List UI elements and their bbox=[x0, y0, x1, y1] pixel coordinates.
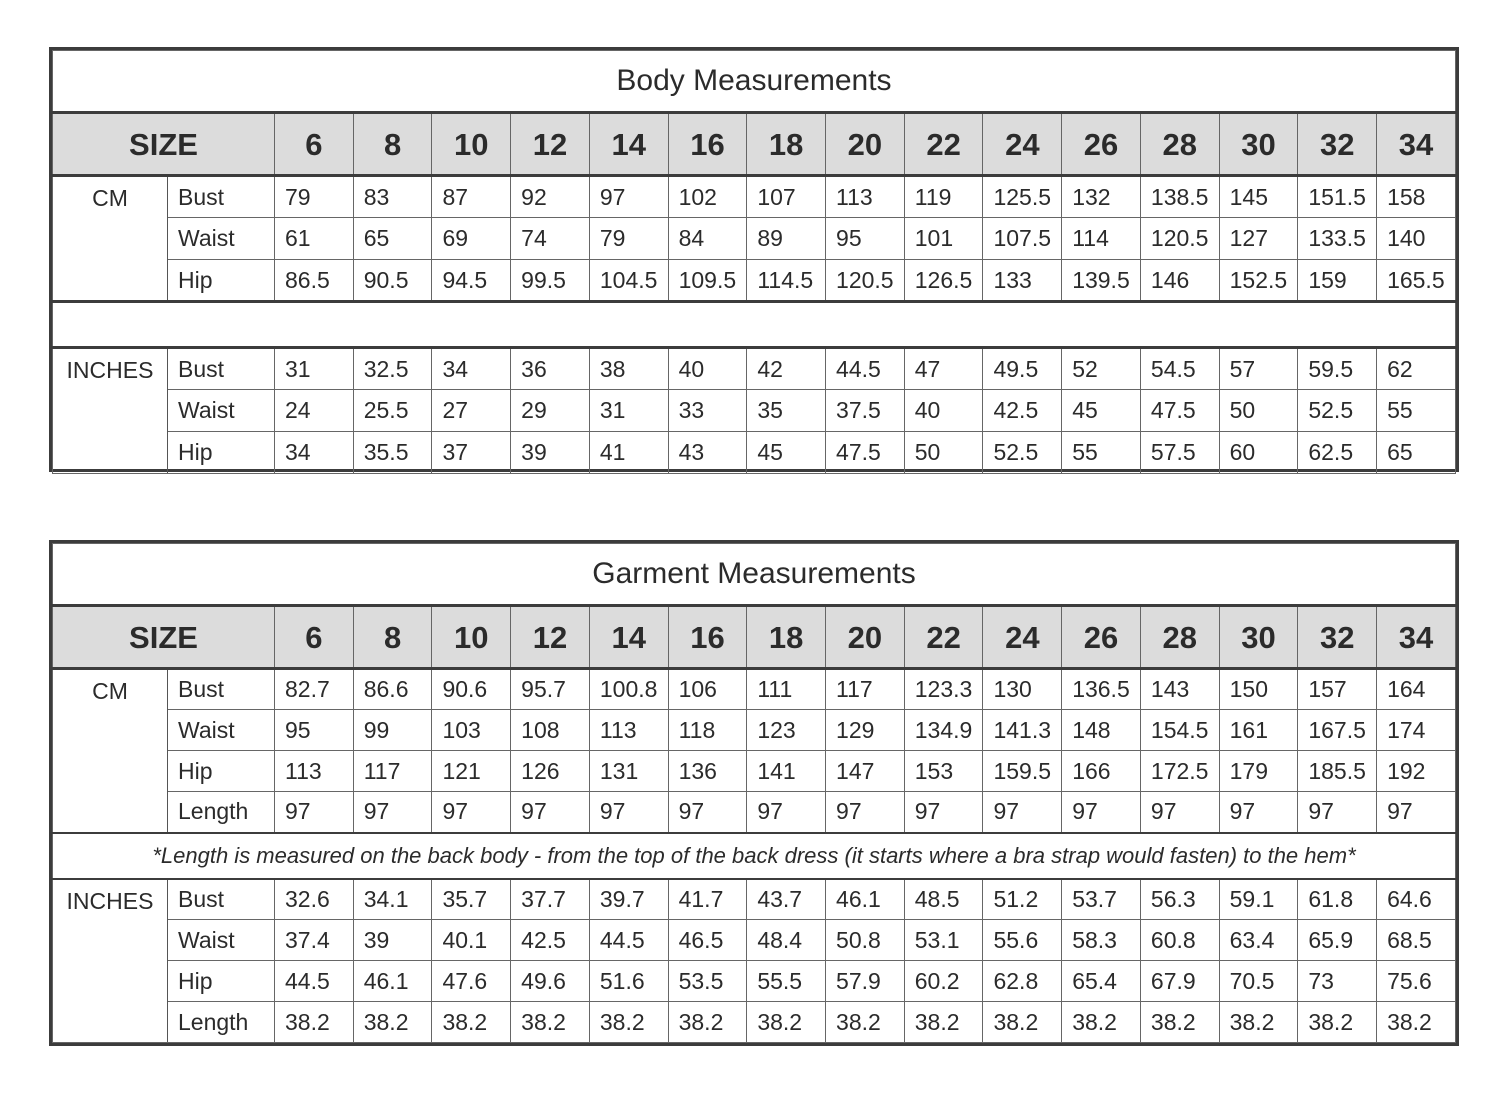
measure-value: 97 bbox=[1377, 792, 1456, 833]
measure-value: 97 bbox=[511, 792, 590, 833]
measure-value: 51.2 bbox=[983, 879, 1062, 920]
measure-value: 61 bbox=[275, 218, 354, 260]
measure-value: 70.5 bbox=[1219, 961, 1298, 1002]
measure-value: 64.6 bbox=[1377, 879, 1456, 920]
measure-label: Hip bbox=[168, 751, 275, 792]
size-header: 34 bbox=[1377, 606, 1456, 669]
measure-value: 108 bbox=[511, 710, 590, 751]
measure-value: 165.5 bbox=[1377, 260, 1456, 302]
measure-value: 39 bbox=[511, 432, 590, 474]
size-header: 6 bbox=[275, 606, 354, 669]
measure-value: 138.5 bbox=[1140, 176, 1219, 218]
table-row bbox=[53, 669, 1456, 710]
measure-value: 97 bbox=[826, 792, 905, 833]
measure-value: 95 bbox=[826, 218, 905, 260]
measure-value: 46.5 bbox=[668, 920, 747, 961]
separator-row bbox=[53, 302, 1456, 348]
measure-value: 32.6 bbox=[275, 879, 354, 920]
measure-value: 172.5 bbox=[1140, 751, 1219, 792]
measure-value: 90.6 bbox=[432, 669, 511, 710]
measure-value: 54.5 bbox=[1140, 348, 1219, 390]
measure-value: 167.5 bbox=[1298, 710, 1377, 751]
measure-value: 41.7 bbox=[668, 879, 747, 920]
measure-value: 120.5 bbox=[826, 260, 905, 302]
measure-value: 125.5 bbox=[983, 176, 1062, 218]
measure-value: 147 bbox=[826, 751, 905, 792]
measure-value: 185.5 bbox=[1298, 751, 1377, 792]
measure-value: 159 bbox=[1298, 260, 1377, 302]
measure-value: 59.1 bbox=[1219, 879, 1298, 920]
measure-value: 37.4 bbox=[275, 920, 354, 961]
measure-label: Bust bbox=[168, 176, 275, 218]
measure-value: 79 bbox=[275, 176, 354, 218]
garment-title: Garment Measurements bbox=[53, 544, 1456, 606]
body-title: Body Measurements bbox=[53, 51, 1456, 113]
measure-value: 47.5 bbox=[826, 432, 905, 474]
measure-value: 65.4 bbox=[1062, 961, 1141, 1002]
measure-value: 179 bbox=[1219, 751, 1298, 792]
measure-value: 39 bbox=[353, 920, 432, 961]
measure-value: 92 bbox=[511, 176, 590, 218]
measure-value: 47 bbox=[904, 348, 983, 390]
measure-value: 46.1 bbox=[826, 879, 905, 920]
measure-label: Bust bbox=[168, 348, 275, 390]
measure-value: 111 bbox=[747, 669, 826, 710]
measure-value: 27 bbox=[432, 390, 511, 432]
measure-value: 132 bbox=[1062, 176, 1141, 218]
measure-value: 127 bbox=[1219, 218, 1298, 260]
measure-value: 99.5 bbox=[511, 260, 590, 302]
measure-value: 192 bbox=[1377, 751, 1456, 792]
measure-value: 166 bbox=[1062, 751, 1141, 792]
measure-value: 86.5 bbox=[275, 260, 354, 302]
measure-value: 38.2 bbox=[275, 1002, 354, 1043]
table-row bbox=[53, 348, 1456, 390]
measure-value: 38.2 bbox=[1219, 1002, 1298, 1043]
measure-value: 49.6 bbox=[511, 961, 590, 1002]
measure-value: 35 bbox=[747, 390, 826, 432]
measure-value: 113 bbox=[275, 751, 354, 792]
measure-value: 123.3 bbox=[904, 669, 983, 710]
measure-value: 35.5 bbox=[353, 432, 432, 474]
measure-value: 139.5 bbox=[1062, 260, 1141, 302]
size-header: 6 bbox=[275, 113, 354, 176]
measure-value: 38.2 bbox=[747, 1002, 826, 1043]
measure-value: 47.6 bbox=[432, 961, 511, 1002]
measure-value: 35.7 bbox=[432, 879, 511, 920]
measure-value: 97 bbox=[275, 792, 354, 833]
measure-value: 45 bbox=[1062, 390, 1141, 432]
measure-value: 97 bbox=[1140, 792, 1219, 833]
measure-value: 44.5 bbox=[275, 961, 354, 1002]
unit-label: INCHES bbox=[53, 348, 168, 474]
measure-value: 38.2 bbox=[904, 1002, 983, 1043]
size-header-label: SIZE bbox=[53, 606, 275, 669]
measure-value: 60.8 bbox=[1140, 920, 1219, 961]
measure-value: 47.5 bbox=[1140, 390, 1219, 432]
measure-value: 62.8 bbox=[983, 961, 1062, 1002]
measure-value: 25.5 bbox=[353, 390, 432, 432]
measure-value: 53.5 bbox=[668, 961, 747, 1002]
size-header: 14 bbox=[589, 606, 668, 669]
measure-value: 131 bbox=[589, 751, 668, 792]
measure-value: 97 bbox=[747, 792, 826, 833]
size-header: 20 bbox=[826, 113, 905, 176]
measure-value: 38.2 bbox=[1062, 1002, 1141, 1043]
measure-value: 86.6 bbox=[353, 669, 432, 710]
measure-value: 50 bbox=[1219, 390, 1298, 432]
measure-value: 150 bbox=[1219, 669, 1298, 710]
measure-value: 31 bbox=[275, 348, 354, 390]
measure-label: Hip bbox=[168, 260, 275, 302]
measure-label: Waist bbox=[168, 390, 275, 432]
measure-value: 107.5 bbox=[983, 218, 1062, 260]
measure-value: 74 bbox=[511, 218, 590, 260]
measure-value: 102 bbox=[668, 176, 747, 218]
measure-value: 90.5 bbox=[353, 260, 432, 302]
measure-value: 87 bbox=[432, 176, 511, 218]
size-header: 32 bbox=[1298, 113, 1377, 176]
measure-value: 145 bbox=[1219, 176, 1298, 218]
size-header: 14 bbox=[589, 113, 668, 176]
measure-value: 152.5 bbox=[1219, 260, 1298, 302]
size-header-label: SIZE bbox=[53, 113, 275, 176]
measure-value: 38.2 bbox=[432, 1002, 511, 1043]
measure-value: 38.2 bbox=[1140, 1002, 1219, 1043]
measure-value: 46.1 bbox=[353, 961, 432, 1002]
size-header: 30 bbox=[1219, 606, 1298, 669]
size-header: 20 bbox=[826, 606, 905, 669]
measure-value: 57.5 bbox=[1140, 432, 1219, 474]
measure-value: 55.6 bbox=[983, 920, 1062, 961]
measure-value: 100.8 bbox=[589, 669, 668, 710]
size-header: 26 bbox=[1062, 606, 1141, 669]
measure-value: 103 bbox=[432, 710, 511, 751]
measure-value: 36 bbox=[511, 348, 590, 390]
measure-value: 82.7 bbox=[275, 669, 354, 710]
measure-value: 44.5 bbox=[589, 920, 668, 961]
garment-measurements-table bbox=[52, 543, 1456, 1043]
measure-value: 79 bbox=[589, 218, 668, 260]
measure-value: 63.4 bbox=[1219, 920, 1298, 961]
measure-value: 43 bbox=[668, 432, 747, 474]
measure-value: 113 bbox=[826, 176, 905, 218]
measure-value: 56.3 bbox=[1140, 879, 1219, 920]
table-row bbox=[53, 176, 1456, 218]
measure-label: Bust bbox=[168, 669, 275, 710]
size-header: 34 bbox=[1377, 113, 1456, 176]
size-header: 18 bbox=[747, 606, 826, 669]
table-row bbox=[53, 390, 1456, 432]
measure-value: 113 bbox=[589, 710, 668, 751]
measure-value: 136 bbox=[668, 751, 747, 792]
measure-value: 62.5 bbox=[1298, 432, 1377, 474]
measure-value: 33 bbox=[668, 390, 747, 432]
measure-value: 153 bbox=[904, 751, 983, 792]
measure-value: 106 bbox=[668, 669, 747, 710]
measure-value: 50.8 bbox=[826, 920, 905, 961]
body-measurements-table bbox=[52, 50, 1456, 474]
measure-value: 38.2 bbox=[511, 1002, 590, 1043]
measure-value: 50 bbox=[904, 432, 983, 474]
measure-value: 95 bbox=[275, 710, 354, 751]
measure-value: 97 bbox=[668, 792, 747, 833]
measure-value: 164 bbox=[1377, 669, 1456, 710]
measure-value: 41 bbox=[589, 432, 668, 474]
measure-value: 141.3 bbox=[983, 710, 1062, 751]
measure-value: 146 bbox=[1140, 260, 1219, 302]
measure-value: 37 bbox=[432, 432, 511, 474]
measure-value: 107 bbox=[747, 176, 826, 218]
measure-value: 136.5 bbox=[1062, 669, 1141, 710]
measure-value: 67.9 bbox=[1140, 961, 1219, 1002]
measure-value: 34 bbox=[275, 432, 354, 474]
measure-value: 141 bbox=[747, 751, 826, 792]
table-row bbox=[53, 1002, 1456, 1043]
measure-value: 120.5 bbox=[1140, 218, 1219, 260]
unit-label: CM bbox=[53, 176, 168, 302]
measure-value: 123 bbox=[747, 710, 826, 751]
measure-value: 97 bbox=[904, 792, 983, 833]
measure-value: 37.5 bbox=[826, 390, 905, 432]
measure-value: 118 bbox=[668, 710, 747, 751]
measure-value: 143 bbox=[1140, 669, 1219, 710]
measure-value: 44.5 bbox=[826, 348, 905, 390]
measure-value: 109.5 bbox=[668, 260, 747, 302]
size-header: 8 bbox=[353, 606, 432, 669]
measure-value: 58.3 bbox=[1062, 920, 1141, 961]
measure-value: 68.5 bbox=[1377, 920, 1456, 961]
size-header: 12 bbox=[511, 606, 590, 669]
measure-value: 57.9 bbox=[826, 961, 905, 1002]
size-header: 18 bbox=[747, 113, 826, 176]
measure-value: 38.2 bbox=[983, 1002, 1062, 1043]
table-row bbox=[53, 920, 1456, 961]
measure-value: 129 bbox=[826, 710, 905, 751]
measure-value: 55 bbox=[1062, 432, 1141, 474]
measure-value: 134.9 bbox=[904, 710, 983, 751]
measure-label: Hip bbox=[168, 961, 275, 1002]
unit-label: INCHES bbox=[53, 879, 168, 1043]
measure-value: 84 bbox=[668, 218, 747, 260]
measure-value: 42.5 bbox=[983, 390, 1062, 432]
measure-value: 52.5 bbox=[983, 432, 1062, 474]
measure-value: 75.6 bbox=[1377, 961, 1456, 1002]
measure-value: 126.5 bbox=[904, 260, 983, 302]
measure-value: 32.5 bbox=[353, 348, 432, 390]
measure-value: 133.5 bbox=[1298, 218, 1377, 260]
measure-value: 95.7 bbox=[511, 669, 590, 710]
measure-value: 52 bbox=[1062, 348, 1141, 390]
measure-value: 45 bbox=[747, 432, 826, 474]
measure-value: 157 bbox=[1298, 669, 1377, 710]
measure-value: 121 bbox=[432, 751, 511, 792]
size-header: 8 bbox=[353, 113, 432, 176]
measure-value: 83 bbox=[353, 176, 432, 218]
measure-value: 24 bbox=[275, 390, 354, 432]
measure-value: 99 bbox=[353, 710, 432, 751]
measure-value: 65 bbox=[353, 218, 432, 260]
table-row bbox=[53, 961, 1456, 1002]
measure-value: 159.5 bbox=[983, 751, 1062, 792]
body-measurements-chart bbox=[49, 47, 1459, 472]
size-header: 12 bbox=[511, 113, 590, 176]
measure-value: 97 bbox=[589, 176, 668, 218]
measure-value: 148 bbox=[1062, 710, 1141, 751]
measure-value: 31 bbox=[589, 390, 668, 432]
measure-value: 60.2 bbox=[904, 961, 983, 1002]
measure-value: 40 bbox=[904, 390, 983, 432]
size-header: 32 bbox=[1298, 606, 1377, 669]
garment-measurements-chart bbox=[49, 540, 1459, 1046]
measure-value: 55.5 bbox=[747, 961, 826, 1002]
measure-value: 53.1 bbox=[904, 920, 983, 961]
measure-value: 140 bbox=[1377, 218, 1456, 260]
measure-value: 133 bbox=[983, 260, 1062, 302]
measure-value: 114.5 bbox=[747, 260, 826, 302]
measure-value: 43.7 bbox=[747, 879, 826, 920]
measure-value: 53.7 bbox=[1062, 879, 1141, 920]
measure-value: 38.2 bbox=[1298, 1002, 1377, 1043]
table-row bbox=[53, 218, 1456, 260]
measure-value: 55 bbox=[1377, 390, 1456, 432]
measure-value: 97 bbox=[983, 792, 1062, 833]
size-header: 10 bbox=[432, 113, 511, 176]
measure-value: 174 bbox=[1377, 710, 1456, 751]
measure-value: 69 bbox=[432, 218, 511, 260]
measure-value: 114 bbox=[1062, 218, 1141, 260]
length-note: *Length is measured on the back body - from the top of the back dress (it starts where a bra strap would fasten) to the hem* bbox=[53, 833, 1456, 879]
measure-value: 97 bbox=[353, 792, 432, 833]
size-header: 26 bbox=[1062, 113, 1141, 176]
measure-value: 89 bbox=[747, 218, 826, 260]
measure-label: Hip bbox=[168, 432, 275, 474]
measure-label: Waist bbox=[168, 920, 275, 961]
measure-value: 48.5 bbox=[904, 879, 983, 920]
measure-value: 52.5 bbox=[1298, 390, 1377, 432]
table-row bbox=[53, 879, 1456, 920]
measure-label: Length bbox=[168, 792, 275, 833]
measure-value: 42 bbox=[747, 348, 826, 390]
table-row bbox=[53, 432, 1456, 474]
measure-value: 38.2 bbox=[353, 1002, 432, 1043]
measure-value: 117 bbox=[353, 751, 432, 792]
size-header: 22 bbox=[904, 113, 983, 176]
measure-value: 37.7 bbox=[511, 879, 590, 920]
size-header: 16 bbox=[668, 113, 747, 176]
table-row bbox=[53, 751, 1456, 792]
measure-value: 38.2 bbox=[1377, 1002, 1456, 1043]
measure-value: 154.5 bbox=[1140, 710, 1219, 751]
size-header: 16 bbox=[668, 606, 747, 669]
unit-label: CM bbox=[53, 669, 168, 833]
measure-value: 65 bbox=[1377, 432, 1456, 474]
measure-label: Length bbox=[168, 1002, 275, 1043]
measure-value: 94.5 bbox=[432, 260, 511, 302]
measure-value: 51.6 bbox=[589, 961, 668, 1002]
measure-value: 158 bbox=[1377, 176, 1456, 218]
measure-value: 104.5 bbox=[589, 260, 668, 302]
measure-value: 60 bbox=[1219, 432, 1298, 474]
measure-label: Bust bbox=[168, 879, 275, 920]
measure-value: 49.5 bbox=[983, 348, 1062, 390]
measure-value: 119 bbox=[904, 176, 983, 218]
measure-value: 29 bbox=[511, 390, 590, 432]
measure-value: 38.2 bbox=[589, 1002, 668, 1043]
size-header: 24 bbox=[983, 606, 1062, 669]
measure-value: 101 bbox=[904, 218, 983, 260]
measure-value: 62 bbox=[1377, 348, 1456, 390]
measure-value: 97 bbox=[589, 792, 668, 833]
measure-value: 59.5 bbox=[1298, 348, 1377, 390]
table-row bbox=[53, 260, 1456, 302]
measure-value: 34 bbox=[432, 348, 511, 390]
table-row bbox=[53, 792, 1456, 833]
measure-value: 42.5 bbox=[511, 920, 590, 961]
measure-value: 130 bbox=[983, 669, 1062, 710]
measure-value: 38 bbox=[589, 348, 668, 390]
measure-value: 117 bbox=[826, 669, 905, 710]
measure-value: 161 bbox=[1219, 710, 1298, 751]
size-header: 30 bbox=[1219, 113, 1298, 176]
table-row bbox=[53, 710, 1456, 751]
measure-value: 34.1 bbox=[353, 879, 432, 920]
size-header: 22 bbox=[904, 606, 983, 669]
measure-value: 38.2 bbox=[826, 1002, 905, 1043]
measure-value: 65.9 bbox=[1298, 920, 1377, 961]
size-header: 24 bbox=[983, 113, 1062, 176]
measure-value: 61.8 bbox=[1298, 879, 1377, 920]
measure-value: 97 bbox=[432, 792, 511, 833]
measure-label: Waist bbox=[168, 218, 275, 260]
measure-value: 73 bbox=[1298, 961, 1377, 1002]
measure-value: 97 bbox=[1298, 792, 1377, 833]
measure-value: 57 bbox=[1219, 348, 1298, 390]
size-header: 28 bbox=[1140, 606, 1219, 669]
measure-value: 48.4 bbox=[747, 920, 826, 961]
measure-value: 97 bbox=[1219, 792, 1298, 833]
size-header: 28 bbox=[1140, 113, 1219, 176]
measure-value: 40.1 bbox=[432, 920, 511, 961]
measure-value: 126 bbox=[511, 751, 590, 792]
measure-value: 38.2 bbox=[668, 1002, 747, 1043]
measure-value: 40 bbox=[668, 348, 747, 390]
measure-value: 151.5 bbox=[1298, 176, 1377, 218]
measure-label: Waist bbox=[168, 710, 275, 751]
measure-value: 97 bbox=[1062, 792, 1141, 833]
measure-value: 39.7 bbox=[589, 879, 668, 920]
size-header: 10 bbox=[432, 606, 511, 669]
